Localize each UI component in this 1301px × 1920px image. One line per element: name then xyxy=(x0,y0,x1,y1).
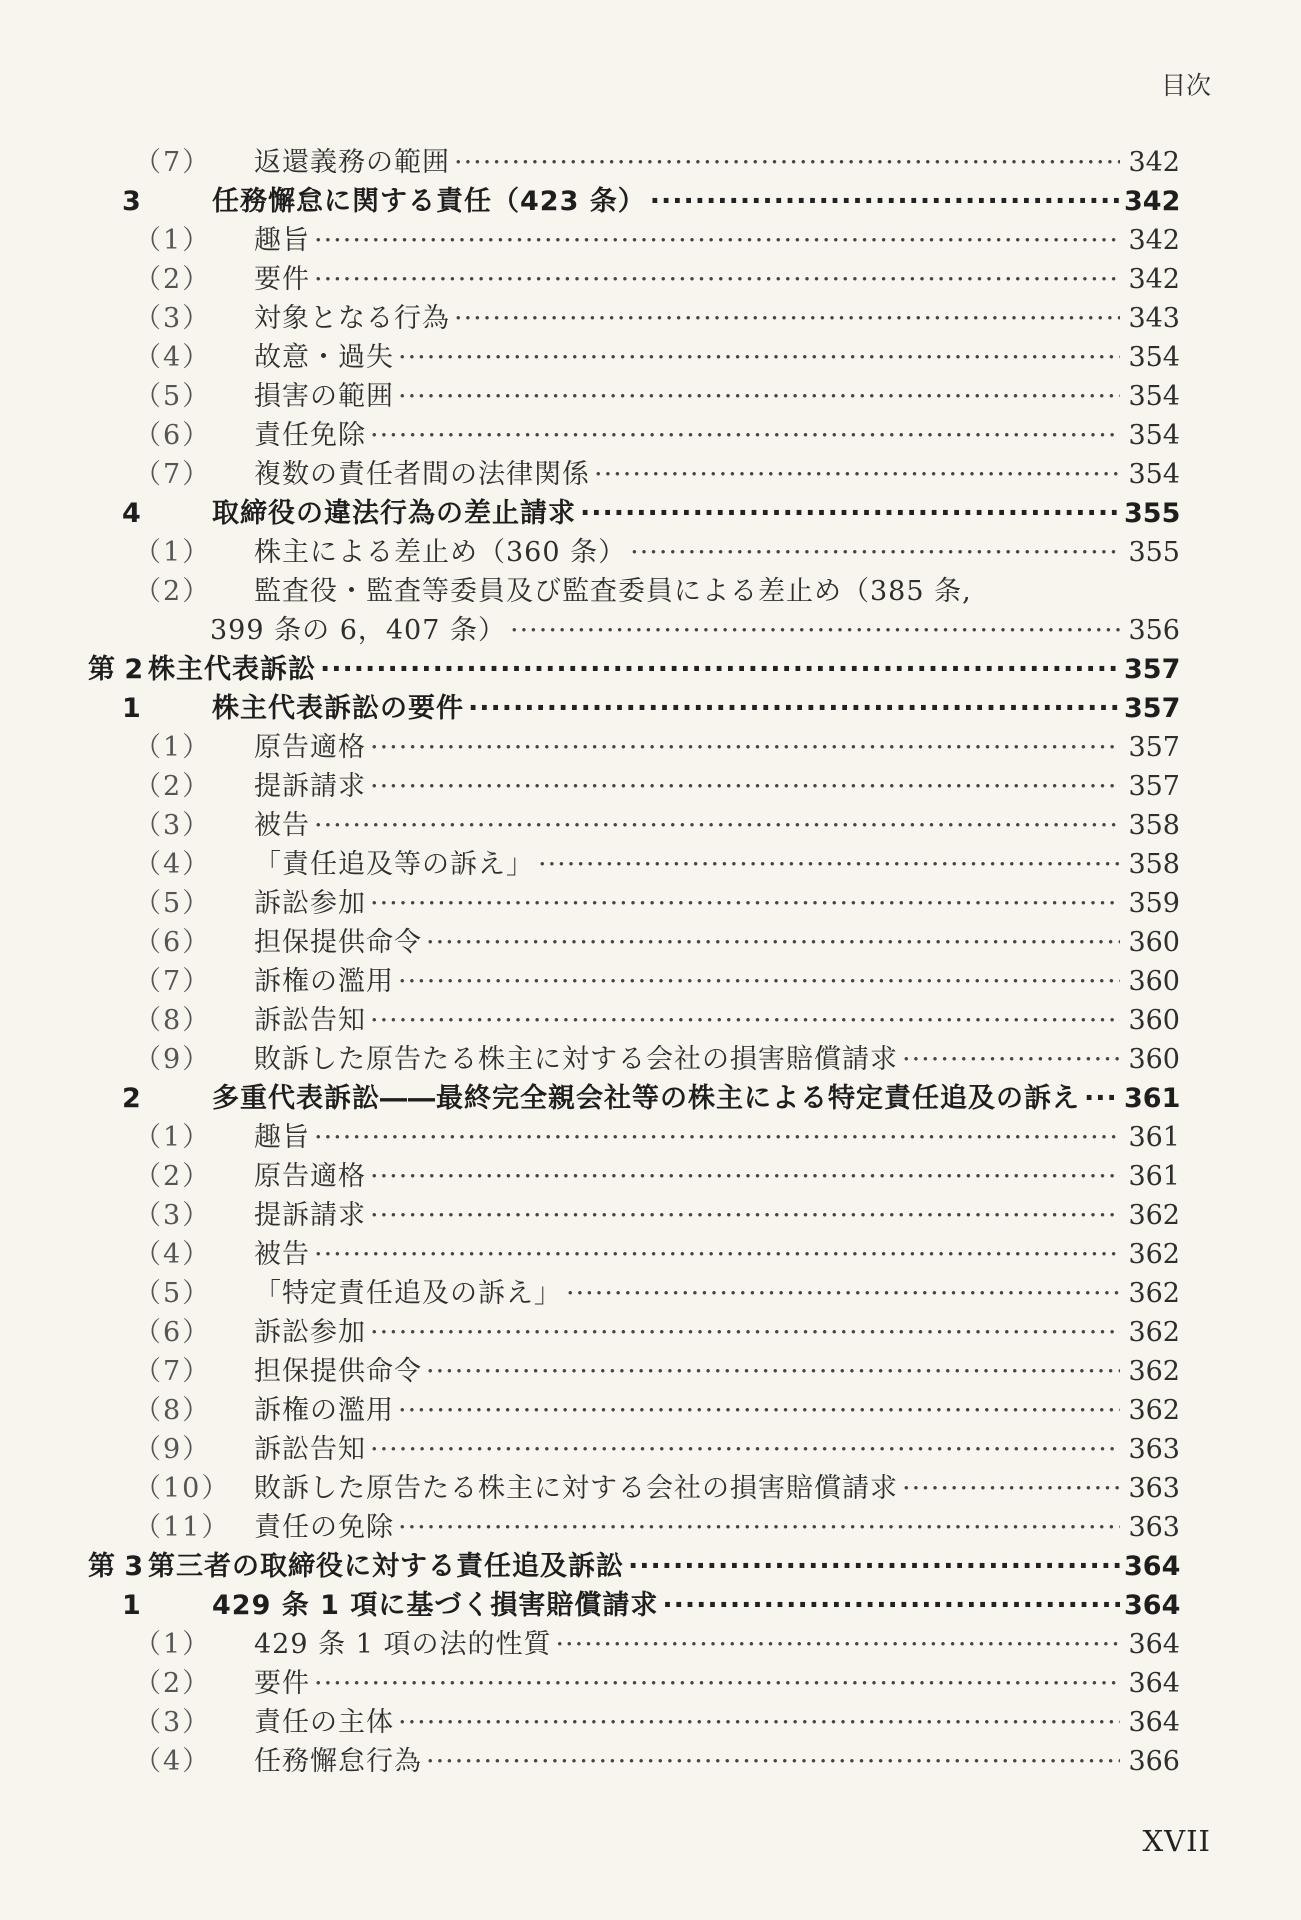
toc-entry[interactable] xyxy=(88,728,1180,767)
toc-entry-title: 株主による差止め（360 条） xyxy=(254,537,627,568)
toc-entry-number: （2） xyxy=(134,1668,212,1699)
toc-entry-title: 訴訟参加 xyxy=(254,1317,366,1348)
toc-entry-title: 損害の範囲 xyxy=(254,381,394,412)
toc-entry-title: 訴訟告知 xyxy=(254,1005,366,1036)
toc-entry-title: 要件 xyxy=(254,264,310,295)
toc-entry-number: （7） xyxy=(134,966,212,997)
toc-entry[interactable] xyxy=(88,1742,1180,1781)
toc-entry[interactable] xyxy=(88,1430,1180,1469)
dot-leader xyxy=(314,260,1120,299)
toc-entry-number: （1） xyxy=(134,537,212,568)
toc-entry[interactable] xyxy=(88,1001,1180,1040)
toc-entry[interactable] xyxy=(88,572,1180,611)
toc-entry-title: 複数の責任者間の法律関係 xyxy=(254,459,590,490)
toc-entry-page: 354 xyxy=(1128,459,1180,490)
toc-entry-number: （3） xyxy=(134,810,212,841)
toc-entry-title: 株主代表訴訟 xyxy=(148,654,316,685)
toc-entry-page: 342 xyxy=(1128,147,1180,178)
toc-entry-number: 1 xyxy=(122,1590,141,1621)
toc-entry-title: 責任免除 xyxy=(254,420,366,451)
toc-entry[interactable] xyxy=(88,845,1180,884)
toc-entry-title: 「特定責任追及の訴え」 xyxy=(254,1278,562,1309)
toc-entry-title: 原告適格 xyxy=(254,1161,366,1192)
toc-entry-number: （7） xyxy=(134,1356,212,1387)
dot-leader xyxy=(650,182,1120,221)
toc-entry-page: 357 xyxy=(1128,771,1180,802)
toc-entry-title: 提訴請求 xyxy=(254,771,366,802)
dot-leader xyxy=(902,1040,1120,1079)
toc-entry[interactable] xyxy=(88,338,1180,377)
toc-entry-number: 2 xyxy=(122,1083,141,1114)
toc-entry[interactable] xyxy=(88,1352,1180,1391)
toc-entry-title: 第三者の取締役に対する責任追及訴訟 xyxy=(148,1551,624,1582)
toc-entry-number: （3） xyxy=(134,303,212,334)
toc-entry-title: 監査役・監査等委員及び監査委員による差止め（385 条, xyxy=(254,576,972,607)
dot-leader xyxy=(370,1157,1120,1196)
toc-entry[interactable] xyxy=(88,1235,1180,1274)
toc-entry-title: 被告 xyxy=(254,810,310,841)
toc-entry[interactable] xyxy=(88,1118,1180,1157)
toc-entry[interactable] xyxy=(88,143,1180,182)
toc-entry-page: 359 xyxy=(1128,888,1180,919)
dot-leader xyxy=(314,1118,1120,1157)
toc-entry-number: （2） xyxy=(134,264,212,295)
toc-entry-title: 訴訟告知 xyxy=(254,1434,366,1465)
toc-entry[interactable] xyxy=(88,1313,1180,1352)
toc-entry-page: 356 xyxy=(1128,615,1180,646)
dot-leader xyxy=(630,533,1120,572)
dot-leader xyxy=(370,767,1120,806)
toc-entry-page: 354 xyxy=(1128,381,1180,412)
toc-entry-number: （5） xyxy=(134,888,212,919)
toc-entry-page: 364 xyxy=(1128,1668,1180,1699)
toc-entry-number: （4） xyxy=(134,1746,212,1777)
dot-leader xyxy=(370,884,1120,923)
dot-leader xyxy=(314,1235,1120,1274)
toc-entry-number: （8） xyxy=(134,1005,212,1036)
toc-entry[interactable] xyxy=(88,923,1180,962)
toc-entry-title: 429 条 1 項の法的性質 xyxy=(254,1629,552,1660)
toc-entry-number: （9） xyxy=(134,1434,212,1465)
toc-entry-title: 「責任追及等の訴え」 xyxy=(254,849,534,880)
dot-leader xyxy=(566,1274,1120,1313)
toc-entry-title: 取締役の違法行為の差止請求 xyxy=(212,498,576,529)
toc-entry-page: 362 xyxy=(1128,1395,1180,1426)
toc-entry-page: 357 xyxy=(1124,654,1181,685)
toc-entry-page: 358 xyxy=(1128,810,1180,841)
toc-entry[interactable] xyxy=(88,1079,1180,1118)
toc-entry-title: 責任の主体 xyxy=(254,1707,394,1738)
toc-entry-title: 任務懈怠に関する責任（423 条） xyxy=(212,186,646,217)
toc-entry-page: 357 xyxy=(1124,693,1181,724)
toc-entry-title: 担保提供命令 xyxy=(254,1356,422,1387)
toc-entry[interactable] xyxy=(88,377,1180,416)
toc-entry-number: （1） xyxy=(134,225,212,256)
dot-leader xyxy=(314,1664,1120,1703)
toc-entry[interactable] xyxy=(88,1703,1180,1742)
dot-leader xyxy=(398,1703,1120,1742)
toc-entry-title: 訴権の濫用 xyxy=(254,1395,394,1426)
toc-entry-title: 訴権の濫用 xyxy=(254,966,394,997)
toc-entry[interactable] xyxy=(88,1547,1180,1586)
dot-leader xyxy=(370,1430,1120,1469)
toc-entry-number: （11） xyxy=(134,1512,231,1543)
toc-entry-number: （3） xyxy=(134,1200,212,1231)
toc-entry-title: 株主代表訴訟の要件 xyxy=(212,693,464,724)
toc-entry-number: （2） xyxy=(134,576,212,607)
dot-leader xyxy=(398,1508,1120,1547)
toc-entry-title: 担保提供命令 xyxy=(254,927,422,958)
toc-entry-number: （6） xyxy=(134,420,212,451)
toc-entry-page: 354 xyxy=(1128,342,1180,373)
toc-entry[interactable] xyxy=(88,650,1180,689)
dot-leader xyxy=(594,455,1120,494)
page-number-folio: XVII xyxy=(1142,1824,1211,1858)
toc-entry-page: 363 xyxy=(1128,1473,1180,1504)
toc-entry-number: （5） xyxy=(134,381,212,412)
toc-entry-page: 343 xyxy=(1128,303,1180,334)
toc-entry-title: 任務懈怠行為 xyxy=(254,1746,422,1777)
toc-entry-number: （7） xyxy=(134,147,212,178)
toc-entry-page: 361 xyxy=(1128,1161,1180,1192)
toc-entry[interactable] xyxy=(88,1274,1180,1313)
dot-leader xyxy=(370,416,1120,455)
toc-entry-title: 原告適格 xyxy=(254,732,366,763)
dot-leader xyxy=(314,221,1120,260)
toc-entry-number: （4） xyxy=(134,849,212,880)
toc-entry-page: 362 xyxy=(1128,1239,1180,1270)
dot-leader xyxy=(398,962,1120,1001)
toc-entry[interactable] xyxy=(88,806,1180,845)
toc-entry-title: 敗訴した原告たる株主に対する会社の損害賠償請求 xyxy=(254,1044,898,1075)
toc-entry-page: 360 xyxy=(1128,1005,1180,1036)
toc-entry[interactable] xyxy=(88,182,1180,221)
dot-leader xyxy=(555,1625,1120,1664)
toc-entry-number: 第 2 xyxy=(88,654,144,685)
toc-entry-page: 354 xyxy=(1128,420,1180,451)
toc-entry-number: （2） xyxy=(134,1161,212,1192)
toc-entry-page: 357 xyxy=(1128,732,1180,763)
toc-entry-page: 364 xyxy=(1124,1590,1181,1621)
toc-entry[interactable] xyxy=(88,1664,1180,1703)
toc-entry[interactable] xyxy=(88,455,1180,494)
toc-entry-page: 362 xyxy=(1128,1317,1180,1348)
toc-entry-page: 358 xyxy=(1128,849,1180,880)
toc-entry-number: （9） xyxy=(134,1044,212,1075)
toc-entry-title: 趣旨 xyxy=(254,1122,310,1153)
toc-entry-number: （1） xyxy=(134,1629,212,1660)
toc-entry-number: （4） xyxy=(134,1239,212,1270)
toc-entry-page: 364 xyxy=(1124,1551,1181,1582)
dot-leader xyxy=(426,1352,1120,1391)
toc-entry[interactable] xyxy=(88,299,1180,338)
toc-entry-number: （6） xyxy=(134,1317,212,1348)
toc-entry[interactable] xyxy=(88,1625,1180,1664)
toc-entry-number: （5） xyxy=(134,1278,212,1309)
toc-entry-title: 敗訴した原告たる株主に対する会社の損害賠償請求 xyxy=(254,1473,898,1504)
toc-entry-number: （6） xyxy=(134,927,212,958)
dot-leader xyxy=(426,923,1120,962)
dot-leader xyxy=(370,1313,1120,1352)
dot-leader xyxy=(538,845,1120,884)
toc-entry-page: 342 xyxy=(1128,264,1180,295)
dot-leader xyxy=(426,1742,1120,1781)
dot-leader xyxy=(398,377,1120,416)
toc-entry-number: （1） xyxy=(134,1122,212,1153)
toc-entry-title: 要件 xyxy=(254,1668,310,1699)
toc-entry-page: 361 xyxy=(1128,1122,1180,1153)
toc-entry-title: 趣旨 xyxy=(254,225,310,256)
dot-leader xyxy=(468,689,1120,728)
toc-entry-page: 342 xyxy=(1124,186,1181,217)
toc-entry[interactable] xyxy=(88,767,1180,806)
toc-entry-title: 多重代表訴訟――最終完全親会社等の株主による特定責任追及の訴え xyxy=(212,1083,1080,1114)
toc-entry-page: 355 xyxy=(1128,537,1180,568)
toc-entry-title: 訴訟参加 xyxy=(254,888,366,919)
toc-entry-page: 363 xyxy=(1128,1434,1180,1465)
toc-entry-page: 362 xyxy=(1128,1200,1180,1231)
toc-entry-page: 360 xyxy=(1128,927,1180,958)
toc-entry[interactable] xyxy=(88,689,1180,728)
toc-entry[interactable] xyxy=(88,1391,1180,1430)
toc-entry-title: 対象となる行為 xyxy=(254,303,450,334)
toc-entry-number: （4） xyxy=(134,342,212,373)
toc-entry[interactable] xyxy=(88,1586,1180,1625)
dot-leader xyxy=(662,1586,1120,1625)
toc-entry-title: 責任の免除 xyxy=(254,1512,394,1543)
dot-leader xyxy=(454,143,1120,182)
toc-entry-number: （8） xyxy=(134,1395,212,1426)
dot-leader xyxy=(628,1547,1120,1586)
toc-entry-title: 返還義務の範囲 xyxy=(254,147,450,178)
dot-leader xyxy=(510,611,1120,650)
toc-entry-number: 3 xyxy=(122,186,141,217)
dot-leader xyxy=(370,1196,1120,1235)
toc-entry-page: 364 xyxy=(1128,1629,1180,1660)
dot-leader xyxy=(454,299,1120,338)
toc-entry[interactable] xyxy=(88,1040,1180,1079)
toc-entry[interactable] xyxy=(88,1157,1180,1196)
dot-leader xyxy=(370,728,1120,767)
toc-entry-number: 4 xyxy=(122,498,141,529)
dot-leader xyxy=(314,806,1120,845)
dot-leader xyxy=(580,494,1120,533)
toc-entry[interactable] xyxy=(88,221,1180,260)
toc-entry[interactable] xyxy=(88,1196,1180,1235)
toc-entry[interactable] xyxy=(88,611,1180,650)
toc-entry-number: 1 xyxy=(122,693,141,724)
dot-leader xyxy=(370,1001,1120,1040)
toc-entry-title: 399 条の 6，407 条） xyxy=(210,615,506,646)
toc-entry-title: 被告 xyxy=(254,1239,310,1270)
toc-entry-title: 429 条 1 項に基づく損害賠償請求 xyxy=(212,1590,659,1621)
running-head: 目次 xyxy=(1160,71,1211,100)
toc-entry-page: 361 xyxy=(1124,1083,1181,1114)
toc-entry-number: （10） xyxy=(134,1473,231,1504)
toc-entry[interactable] xyxy=(88,260,1180,299)
toc-entry[interactable] xyxy=(88,416,1180,455)
toc-entry-page: 342 xyxy=(1128,225,1180,256)
toc-entry[interactable] xyxy=(88,533,1180,572)
toc-entry-number: （7） xyxy=(134,459,212,490)
toc-entry-page: 360 xyxy=(1128,966,1180,997)
toc-entry-number: （3） xyxy=(134,1707,212,1738)
toc-entry-page: 364 xyxy=(1128,1707,1180,1738)
toc-entry-page: 366 xyxy=(1128,1746,1180,1777)
toc-entry-number: 第 3 xyxy=(88,1551,144,1582)
toc-entry-number: （1） xyxy=(134,732,212,763)
toc-entry-page: 355 xyxy=(1124,498,1181,529)
dot-leader xyxy=(320,650,1120,689)
toc-entry[interactable] xyxy=(88,884,1180,923)
toc-entry-number: （2） xyxy=(134,771,212,802)
toc-entry-page: 362 xyxy=(1128,1278,1180,1309)
toc-entry-page: 360 xyxy=(1128,1044,1180,1075)
toc-entry[interactable] xyxy=(88,962,1180,1001)
toc-entry[interactable] xyxy=(88,1469,1180,1508)
dot-leader xyxy=(398,1391,1120,1430)
toc-entry[interactable] xyxy=(88,494,1180,533)
dot-leader xyxy=(398,338,1120,377)
toc-entry-page: 363 xyxy=(1128,1512,1180,1543)
toc-entry-title: 故意・過失 xyxy=(254,342,394,373)
dot-leader xyxy=(902,1469,1120,1508)
dot-leader xyxy=(1084,1079,1120,1118)
table-of-contents xyxy=(88,143,1180,1781)
toc-entry-title: 提訴請求 xyxy=(254,1200,366,1231)
toc-entry[interactable] xyxy=(88,1508,1180,1547)
toc-entry-page: 362 xyxy=(1128,1356,1180,1387)
